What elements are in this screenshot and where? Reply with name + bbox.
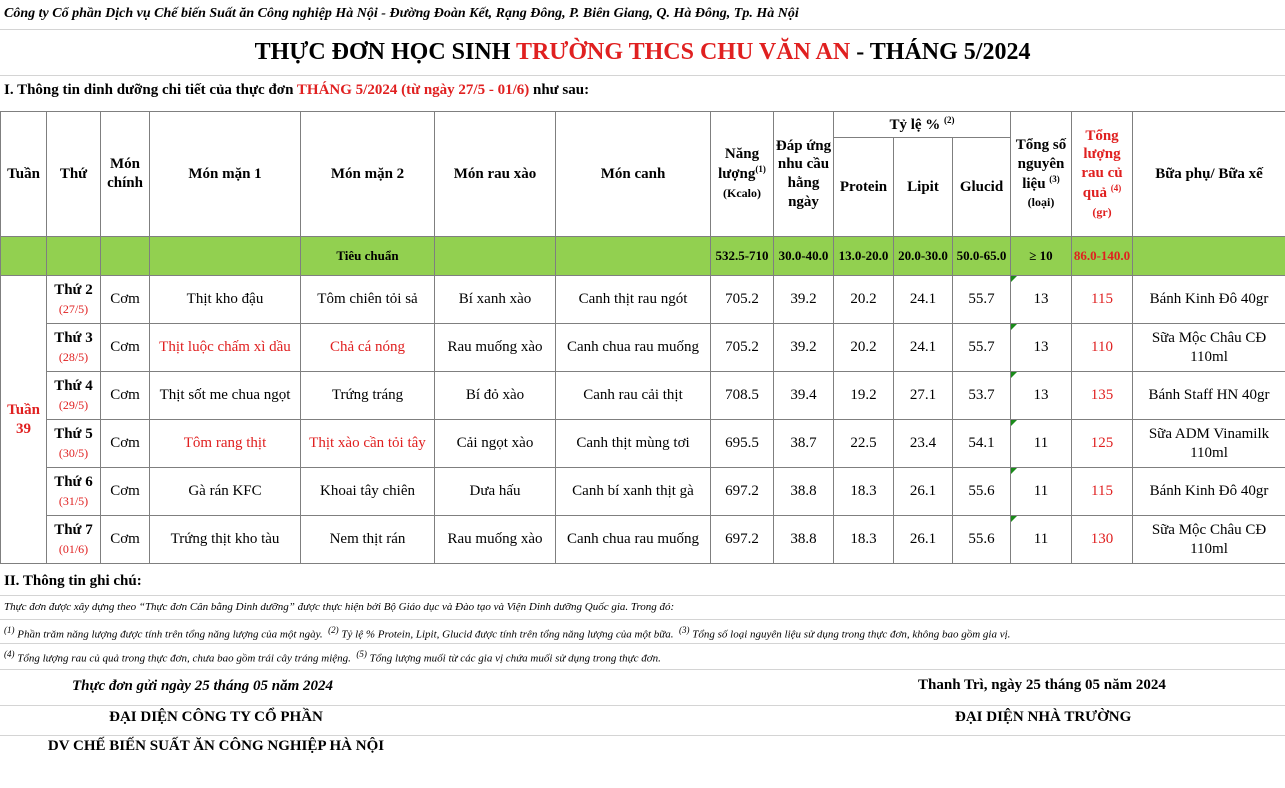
comment-marker-icon xyxy=(1011,468,1017,474)
note-intro: Thực đơn được xây dựng theo “Thực đơn Cân bằng Dinh dưỡng” được thực hiện bởi Bộ Giáo dục và Đào tạo và Viện Dinh dưỡng Quốc gia. Trong đó: xyxy=(0,596,1285,620)
ingredients-cell: 13 xyxy=(1011,276,1072,324)
veg-cell: Bí xanh xào xyxy=(435,276,556,324)
dish1-cell: Thịt sốt me chua ngọt xyxy=(150,372,301,420)
meet-cell: 39.4 xyxy=(774,372,834,420)
vegtotal-cell: 110 xyxy=(1072,324,1133,372)
ingredients-cell: 13 xyxy=(1011,372,1072,420)
lipit-cell: 24.1 xyxy=(894,324,953,372)
veg-cell: Bí đỏ xào xyxy=(435,372,556,420)
lipit-cell: 24.1 xyxy=(894,276,953,324)
protein-cell: 20.2 xyxy=(834,324,894,372)
main-cell: Cơm xyxy=(101,372,150,420)
soup-cell: Canh thịt mùng tơi xyxy=(556,420,711,468)
soup-cell: Canh chua rau muống xyxy=(556,516,711,564)
header-soup: Món canh xyxy=(556,112,711,237)
energy-cell: 705.2 xyxy=(711,324,774,372)
energy-cell: 695.5 xyxy=(711,420,774,468)
header-snack: Bữa phụ/ Bữa xế xyxy=(1133,112,1285,237)
title-part2: - THÁNG 5/2024 xyxy=(850,39,1031,65)
header-day: Thứ xyxy=(47,112,101,237)
veg-cell: Rau muống xào xyxy=(435,516,556,564)
company-rep-line2: DV CHẾ BIẾN SUẤT ĂN CÔNG NGHIỆP HÀ NỘI xyxy=(47,738,385,754)
standard-vegtotal: 86.0-140.0 xyxy=(1072,237,1133,276)
vegtotal-cell: 130 xyxy=(1072,516,1133,564)
snack-cell: Bánh Staff HN 40gr xyxy=(1133,372,1285,420)
glucid-cell: 55.7 xyxy=(953,324,1011,372)
table-row xyxy=(1,324,1285,372)
energy-cell: 697.2 xyxy=(711,516,774,564)
glucid-cell: 55.7 xyxy=(953,276,1011,324)
header-ingredients: Tổng số nguyên liệu $^{(3)}$ (loại) xyxy=(1011,112,1072,237)
energy-cell: 697.2 xyxy=(711,468,774,516)
standard-energy: 532.5-710 xyxy=(711,237,774,276)
day-cell: Thứ 2 (27/5) xyxy=(47,276,101,324)
standard-protein: 13.0-20.0 xyxy=(834,237,894,276)
ingredients-cell: 11 xyxy=(1011,468,1072,516)
meet-cell: 38.7 xyxy=(774,420,834,468)
section2-heading: II. Thông tin ghi chú: xyxy=(0,566,1285,596)
lipit-cell: 27.1 xyxy=(894,372,953,420)
meet-cell: 39.2 xyxy=(774,324,834,372)
veg-cell: Cải ngọt xào xyxy=(435,420,556,468)
dish2-cell: Thịt xào cần tỏi tây xyxy=(301,420,435,468)
dish2-cell: Tôm chiên tỏi sả xyxy=(301,276,435,324)
veg-cell: Dưa hấu xyxy=(435,468,556,516)
snack-cell: Bánh Kinh Đô 40gr xyxy=(1133,276,1285,324)
vegtotal-cell: 135 xyxy=(1072,372,1133,420)
dish1-cell: Thịt kho đậu xyxy=(150,276,301,324)
title-part1: THỰC ĐƠN HỌC SINH xyxy=(254,39,516,65)
header-week: Tuần xyxy=(1,112,47,237)
week-cell: Tuần 39 xyxy=(1,276,47,564)
table-row xyxy=(1,276,1285,324)
comment-marker-icon xyxy=(1011,420,1017,426)
vegtotal-cell: 125 xyxy=(1072,420,1133,468)
glucid-cell: 54.1 xyxy=(953,420,1011,468)
dish1-cell: Thịt luộc chấm xì dầu xyxy=(150,324,301,372)
comment-marker-icon xyxy=(1011,372,1017,378)
energy-cell: 708.5 xyxy=(711,372,774,420)
lipit-cell: 26.1 xyxy=(894,516,953,564)
veg-cell: Rau muống xào xyxy=(435,324,556,372)
main-cell: Cơm xyxy=(101,468,150,516)
note-line-1: $^{(1)}$ Phần trăm năng lượng được tính trên tổng năng lượng của một ngày. $^{(2)}$ Tỷ lệ % Protein, Lipit, Glucid được tính trên tổng năng lượng của một bữa. $^{(3)}$ Tổng số loại nguyên liệu sử dụng trong thực đơn, không bao gồm gia vị. xyxy=(0,620,1285,644)
dish1-cell: Tôm rang thịt xyxy=(150,420,301,468)
main-cell: Cơm xyxy=(101,420,150,468)
dish2-cell: Nem thịt rán xyxy=(301,516,435,564)
note-line-2: $^{(4)}$ Tổng lượng rau củ quả trong thực đơn, chưa bao gồm trái cây tráng miệng. $^{(5)}$ Tổng lượng muối từ các gia vị chứa muối sử dụng trong thực đơn. xyxy=(0,644,1285,670)
header-lipit: Lipit xyxy=(894,138,953,237)
dish2-cell: Chả cá nóng xyxy=(301,324,435,372)
standard-ingredients: ≥ 10 xyxy=(1011,237,1072,276)
table-row xyxy=(1,468,1285,516)
lipit-cell: 26.1 xyxy=(894,468,953,516)
snack-cell: Sữa Mộc Châu CĐ 110ml xyxy=(1133,324,1285,372)
header-glucid: Glucid xyxy=(953,138,1011,237)
header-protein: Protein xyxy=(834,138,894,237)
header-dish1: Món mặn 1 xyxy=(150,112,301,237)
company-rep-line1: ĐẠI DIỆN CÔNG TY CỔ PHẦN xyxy=(109,709,323,725)
main-cell: Cơm xyxy=(101,276,150,324)
vegtotal-cell: 115 xyxy=(1072,276,1133,324)
school-rep: ĐẠI DIỆN NHÀ TRƯỜNG xyxy=(955,709,1132,725)
dish2-cell: Khoai tây chiên xyxy=(301,468,435,516)
glucid-cell: 55.6 xyxy=(953,516,1011,564)
section1-prefix: I. Thông tin dinh dưỡng chi tiết của thực đơn xyxy=(4,82,297,98)
meet-cell: 39.2 xyxy=(774,276,834,324)
header-veg: Món rau xào xyxy=(435,112,556,237)
section1-heading xyxy=(0,76,1285,112)
ingredients-cell: 11 xyxy=(1011,516,1072,564)
glucid-cell: 53.7 xyxy=(953,372,1011,420)
day-cell: Thứ 7 (01/6) xyxy=(47,516,101,564)
header-energy: Năng lượng$^{(1)}$ (Kcalo) xyxy=(711,112,774,237)
section1-period: THÁNG 5/2024 (từ ngày 27/5 - 01/6) xyxy=(296,82,530,98)
day-cell: Thứ 4 (29/5) xyxy=(47,372,101,420)
comment-marker-icon xyxy=(1011,276,1017,282)
header-vegtotal: Tổng lượng rau củ quả $^{(4)}$ (gr) xyxy=(1072,112,1133,237)
table-row xyxy=(1,372,1285,420)
comment-marker-icon xyxy=(1011,324,1017,330)
standard-meet: 30.0-40.0 xyxy=(774,237,834,276)
snack-cell: Sữa ADM Vinamilk 110ml xyxy=(1133,420,1285,468)
ingredients-cell: 11 xyxy=(1011,420,1072,468)
soup-cell: Canh thịt rau ngót xyxy=(556,276,711,324)
header-meet: Đáp ứng nhu cầu hằng ngày xyxy=(774,112,834,237)
sent-date: Thực đơn gửi ngày 25 tháng 05 năm 2024 xyxy=(72,678,334,694)
main-cell: Cơm xyxy=(101,516,150,564)
snack-cell: Bánh Kinh Đô 40gr xyxy=(1133,468,1285,516)
protein-cell: 19.2 xyxy=(834,372,894,420)
protein-cell: 18.3 xyxy=(834,468,894,516)
day-cell: Thứ 5 (30/5) xyxy=(47,420,101,468)
table-row xyxy=(1,420,1285,468)
standard-label: Tiêu chuẩn xyxy=(301,237,435,276)
energy-cell: 705.2 xyxy=(711,276,774,324)
lipit-cell: 23.4 xyxy=(894,420,953,468)
glucid-cell: 55.6 xyxy=(953,468,1011,516)
standard-row xyxy=(1,237,1285,276)
meet-cell: 38.8 xyxy=(774,516,834,564)
day-cell: Thứ 6 (31/5) xyxy=(47,468,101,516)
soup-cell: Canh rau cải thịt xyxy=(556,372,711,420)
main-cell: Cơm xyxy=(101,324,150,372)
soup-cell: Canh chua rau muống xyxy=(556,324,711,372)
place-date: Thanh Trì, ngày 25 tháng 05 năm 2024 xyxy=(918,677,1166,693)
snack-cell: Sữa Mộc Châu CĐ 110ml xyxy=(1133,516,1285,564)
protein-cell: 20.2 xyxy=(834,276,894,324)
ingredients-cell: 13 xyxy=(1011,324,1072,372)
header-dish2: Món mặn 2 xyxy=(301,112,435,237)
dish2-cell: Trứng tráng xyxy=(301,372,435,420)
menu-table xyxy=(0,111,1285,564)
company-header: Công ty Cổ phần Dịch vụ Chế biến Suất ăn Công nghiệp Hà Nội - Đường Đoàn Kết, Rạng Đông, P. Biên Giang, Q. Hà Đông, Tp. Hà Nội xyxy=(0,0,1285,30)
soup-cell: Canh bí xanh thịt gà xyxy=(556,468,711,516)
day-cell: Thứ 3 (28/5) xyxy=(47,324,101,372)
title-school: TRƯỜNG THCS CHU VĂN AN xyxy=(515,39,851,65)
vegtotal-cell: 115 xyxy=(1072,468,1133,516)
meet-cell: 38.8 xyxy=(774,468,834,516)
header-ratio: Tỷ lệ % $^{(2)}$ xyxy=(834,112,1011,138)
standard-glucid: 50.0-65.0 xyxy=(953,237,1011,276)
protein-cell: 18.3 xyxy=(834,516,894,564)
header-main: Món chính xyxy=(101,112,150,237)
section1-suffix: như sau: xyxy=(529,82,590,98)
comment-marker-icon xyxy=(1011,516,1017,522)
standard-lipit: 20.0-30.0 xyxy=(894,237,953,276)
page-title xyxy=(0,30,1285,76)
table-row xyxy=(1,516,1285,564)
dish1-cell: Gà rán KFC xyxy=(150,468,301,516)
protein-cell: 22.5 xyxy=(834,420,894,468)
dish1-cell: Trứng thịt kho tàu xyxy=(150,516,301,564)
